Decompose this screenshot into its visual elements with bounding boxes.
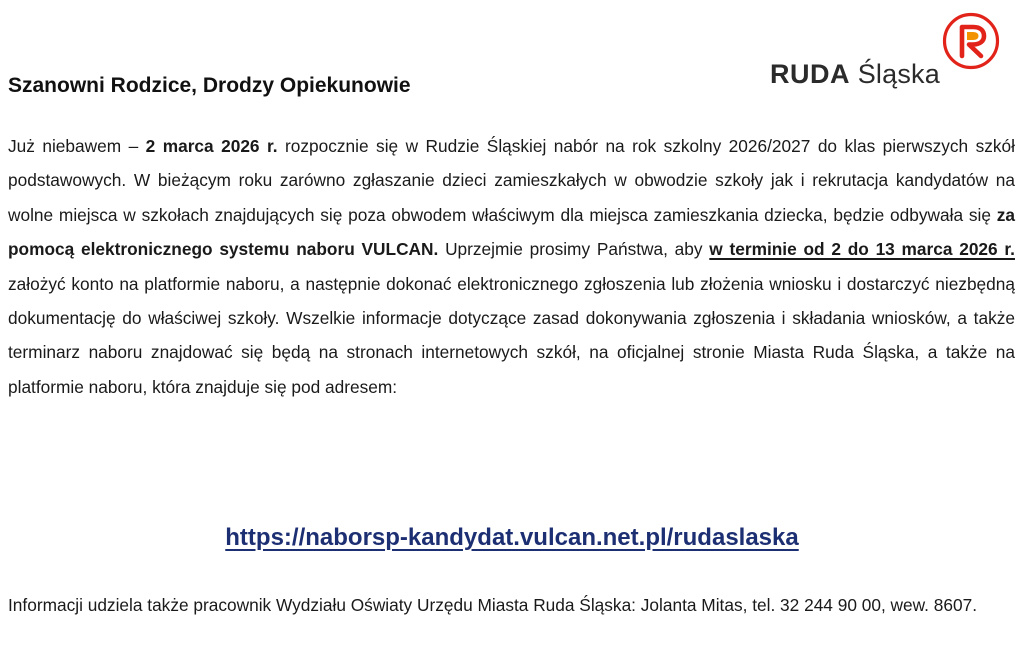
logo-wordmark-bold: RUDA xyxy=(770,59,850,89)
link-container xyxy=(0,524,1024,552)
start-date: 2 marca 2026 r. xyxy=(145,136,278,156)
recruitment-platform-link[interactable]: https://naborsp-kandydat.vulcan.net.pl/rudaslaska xyxy=(225,524,799,551)
body-text-2: rozpocznie się w Rudzie Śląskiej nabór na rok szkolny 2026/2027 do klas pierwszych szkół podstawowych. W bieżącym roku zarówno zgłaszanie dzieci zamieszkałych w obwodzie szkoły jak i rekrutacja kandydatów na wolne miejsca w szkołach znajdujących się poza obwodem właściwym dla miejsca zamieszkania dziecka, będzie odbywała się xyxy=(8,136,1015,225)
letter-body-paragraph xyxy=(8,129,1015,404)
body-text-3: Uprzejmie prosimy Państwa, aby xyxy=(438,239,710,260)
ruda-slaska-logo xyxy=(770,12,1010,102)
logo-wordmark-regular: Śląska xyxy=(857,59,940,89)
system-name: za pomocą elektronicznego systemu naboru VULCAN. xyxy=(8,204,1015,260)
body-text-1: Już niebawem – xyxy=(8,136,146,156)
ruda-slaska-r-emblem-icon xyxy=(942,12,1000,70)
body-text-4: założyć konto na platformie naboru, a następnie dokonać elektronicznego zgłoszenia lub złożenia wniosku i dostarczyć niezbędną dokumentację do właściwej szkoły. Wszelkie informacje dotyczące zasad dokonywania zgłoszenia i składania wniosków, a także terminarz naboru znajdować się będą na stronach internetowych szkół, na oficjalnej stronie Miasta Ruda Śląska, a także na platformie naboru, która znajduje się pod adresem: xyxy=(8,273,1015,397)
deadline-period: w terminie od 2 do 13 marca 2026 r. xyxy=(709,239,1015,260)
contact-paragraph: Informacji udziela także pracownik Wydziału Oświaty Urzędu Miasta Ruda Śląska: Jolanta Mitas, tel. 32 244 90 00, wew. 8607. xyxy=(8,595,978,615)
letter-greeting: Szanowni Rodzice, Drodzy Opiekunowie xyxy=(8,74,411,97)
logo-wordmark xyxy=(770,58,940,90)
